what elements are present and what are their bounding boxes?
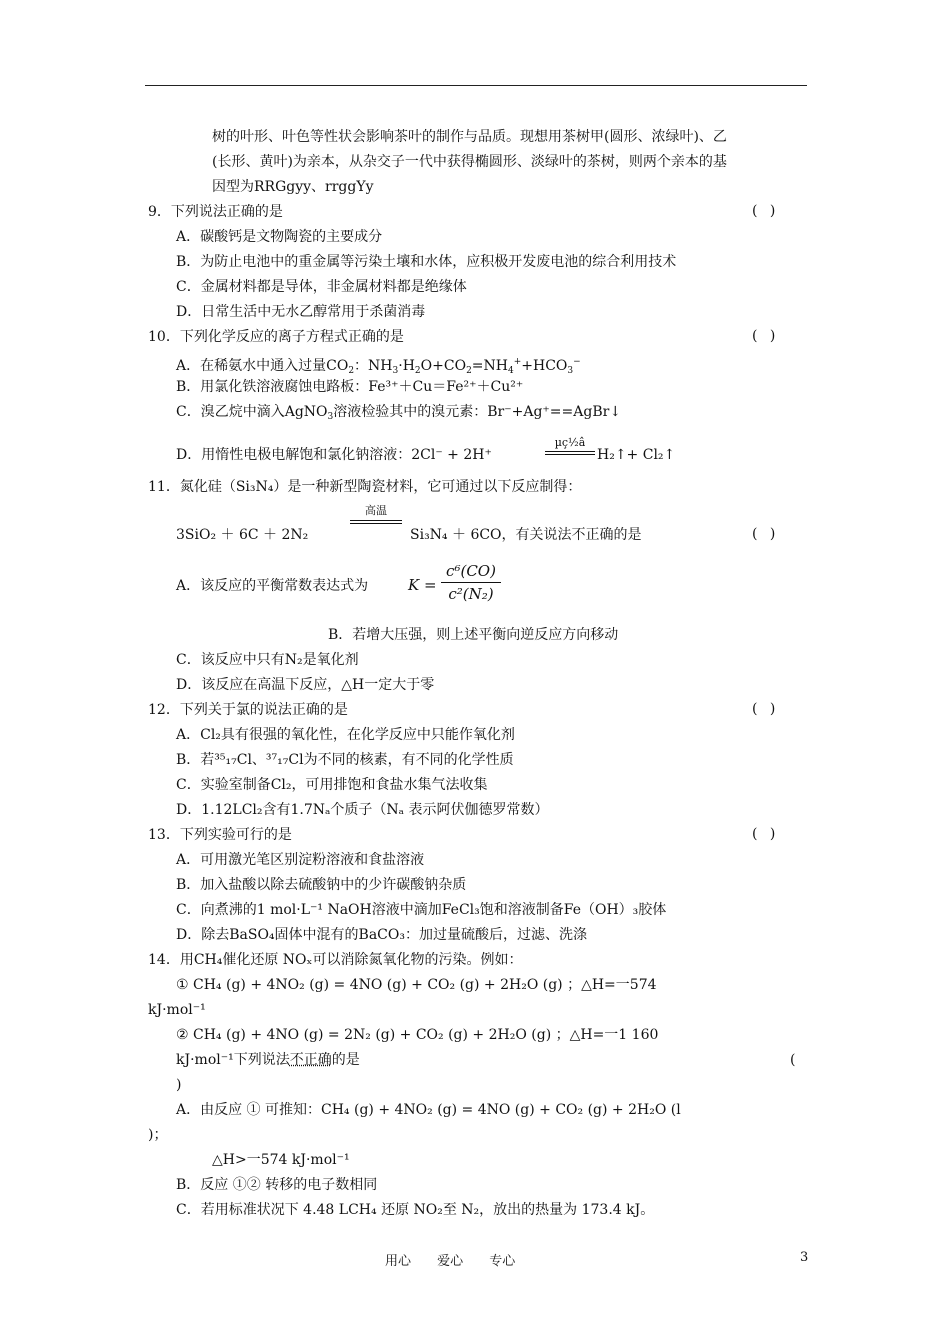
q14-option-a-line-2: )； — [148, 1127, 168, 1143]
q13-option-c: C．向煮沸的1 mol·L⁻¹ NaOH溶液中滴加FeCl₃饱和溶液制备Fe（OH）₃胶体 — [176, 902, 667, 918]
q14-option-c: C．若用标准状况下 4.48 LCH₄ 还原 NO₂至 N₂，放出的热量为 173.4 kJ。 — [176, 1202, 655, 1218]
q14-option-a-line-1: A．由反应 ① 可推知：CH₄ (g) + 4NO₂ (g) = 4NO (g) + CO₂ (g) + 2H₂O (l — [176, 1102, 681, 1118]
q10-option-d-products: H₂↑+ Cl₂↑ — [597, 447, 676, 463]
q11-option-d: D．该反应在高温下反应，△H一定大于零 — [176, 677, 435, 693]
q11-option-a: A．该反应的平衡常数表达式为 — [176, 578, 369, 594]
q12-option-a: A．Cl₂具有很强的氧化性，在化学反应中只能作氧化剂 — [176, 727, 515, 743]
intro-line-2: (长形、黄叶)为亲本，从杂交子一代中获得椭圆形、淡绿叶的茶树，则两个亲本的基 — [212, 154, 727, 170]
page-number: 3 — [800, 1250, 809, 1265]
q12-stem: 12．下列关于氯的说法正确的是 — [148, 702, 348, 718]
intro-line-1: 树的叶形、叶色等性状会影响茶叶的制作与品质。现想用茶树甲(圆形、浓绿叶)、乙 — [212, 129, 727, 145]
q14-reaction-1: ① CH₄ (g) + 4NO₂ (g) = 4NO (g) + CO₂ (g) + 2H₂O (g) ；△H=一574 — [176, 977, 657, 993]
q14-emphasis: 不正确 — [289, 1052, 332, 1068]
q10-option-d-text: D．用惰性电极电解饱和氯化钠溶液：2Cl⁻ + 2H⁺ — [176, 447, 492, 463]
q11-answer-paren: ( ) — [752, 526, 780, 542]
q10-option-c: C．溴乙烷中滴入AgNO$_3$溶液检验其中的溴元素：Br⁻+Ag⁺==AgBr↓ — [176, 404, 622, 422]
q11-equation-right: Si₃N₄ ＋ 6CO，有关说法不正确的是 — [410, 527, 642, 543]
q11-equation-left: 3SiO₂ ＋ 6C ＋ 2N₂ — [176, 527, 309, 543]
q13-option-d: D．除去BaSO₄固体中混有的BaCO₃：加过量硫酸后，过滤、洗涤 — [176, 927, 587, 943]
q14-reaction-2-unit: kJ·mol⁻¹下列说法不正确的是 — [176, 1052, 360, 1068]
q11-stem: 11．氮化硅（Si₃N₄）是一种新型陶瓷材料，它可通过以下反应制得： — [148, 479, 582, 495]
q14-paren-open: ( — [790, 1052, 796, 1068]
q10-option-b: B．用氯化铁溶液腐蚀电路板：Fe³⁺＋Cu＝Fe²⁺＋Cu²⁺ — [176, 379, 524, 395]
q13-option-a: A．可用激光笔区别淀粉溶液和食盐溶液 — [176, 852, 425, 868]
q9-option-d: D．日常生活中无水乙醇常用于杀菌消毒 — [176, 304, 426, 320]
q9-answer-paren: ( ) — [752, 203, 780, 219]
q14-option-b: B．反应 ①② 转移的电子数相同 — [176, 1177, 378, 1193]
q12-option-b: B．若³⁵₁₇Cl、³⁷₁₇Cl为不同的核素，有不同的化学性质 — [176, 752, 514, 768]
q13-option-b: B．加入盐酸以除去硫酸钠中的少许碳酸钠杂质 — [176, 877, 467, 893]
q10-option-a: A．在稀氨水中通入过量$CO_2$：$NH_3\cdot H_2O+CO_2=NH_4^++HCO_3^-$ — [176, 357, 581, 376]
header-rule — [145, 85, 807, 86]
q10-reaction-condition: µç½â — [545, 436, 595, 455]
q11-option-c: C．该反应中只有N₂是氧化剂 — [176, 652, 359, 668]
q11-k-numerator: c⁶(CO) — [446, 562, 496, 580]
q11-k-fraction — [436, 562, 506, 603]
q14-paren-close: ) — [176, 1077, 182, 1093]
q9-option-c: C．金属材料都是导体，非金属材料都是绝缘体 — [176, 279, 467, 295]
q11-reaction-condition: 高温 — [350, 502, 402, 524]
q12-answer-paren: ( ) — [752, 701, 780, 717]
q11-k-symbol: K = — [408, 576, 437, 594]
q10-answer-paren: ( ) — [752, 328, 780, 344]
q13-answer-paren: ( ) — [752, 826, 780, 842]
q12-option-d: D．1.12LCl₂含有1.7Nₐ个质子（Nₐ 表示阿伏伽德罗常数） — [176, 802, 549, 818]
q11-option-b: B．若增大压强，则上述平衡向逆反应方向移动 — [328, 627, 619, 643]
q11-k-denominator: c²(N₂) — [448, 585, 494, 603]
intro-line-3: 因型为RRGgyy、rrggYy — [212, 179, 374, 195]
q14-reaction-1-unit: kJ·mol⁻¹ — [148, 1002, 206, 1018]
page-footer: 用心 爱心 专心 — [385, 1254, 516, 1269]
q14-stem: 14．用CH₄催化还原 NOₓ可以消除氮氧化物的污染。例如： — [148, 952, 523, 968]
q9-option-a: A．碳酸钙是文物陶瓷的主要成分 — [176, 229, 383, 245]
q10-stem: 10．下列化学反应的离子方程式正确的是 — [148, 329, 404, 345]
q14-reaction-2: ② CH₄ (g) + 4NO (g) = 2N₂ (g) + CO₂ (g) + 2H₂O (g) ；△H=一1 160 — [176, 1027, 659, 1043]
q14-option-a-line-3: △H>一574 kJ·mol⁻¹ — [212, 1152, 350, 1168]
q12-option-c: C．实验室制备Cl₂，可用排饱和食盐水集气法收集 — [176, 777, 488, 793]
q9-stem: 9．下列说法正确的是 — [148, 204, 283, 220]
q13-stem: 13．下列实验可行的是 — [148, 827, 292, 843]
q9-option-b: B．为防止电池中的重金属等污染土壤和水体，应积极开发废电池的综合利用技术 — [176, 254, 677, 270]
